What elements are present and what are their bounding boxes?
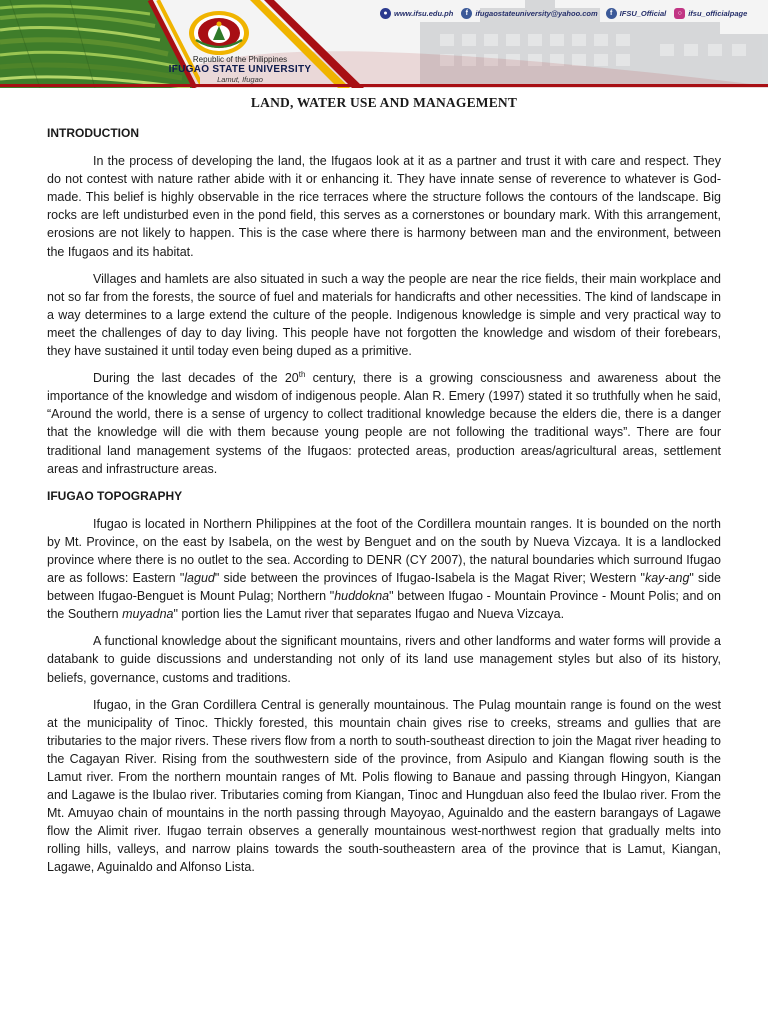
contact-facebook-text: IFSU_Official — [619, 8, 667, 18]
instagram-icon: ○ — [674, 8, 685, 19]
term-huddokna: huddokna — [334, 589, 390, 604]
term-muyadna: muyadna — [122, 607, 174, 622]
paragraph-4-part-c: " side between Ifugao-Benguet is Mount Pulag; Northern " — [47, 571, 721, 604]
document-title: LAND, WATER USE AND MANAGEMENT — [250, 95, 518, 110]
contact-facebook[interactable] — [606, 8, 667, 19]
university-name: IFUGAO STATE UNIVERSITY — [168, 64, 312, 75]
paragraph-3-part-b: century, there is a growing consciousness and awareness about the importance of the knowledge and wisdom of indigenous people. Alan R. Emery (1997) stated it so truthfully when he said, “Around the world, there is a sense of urgency to collect traditional knowledge because the elders die, there is a danger that the knowledge will die with them because young people are not following the traditional ways”. There are four traditional land management systems of the Ifugaos: protected areas, production areas/agricultural areas, settlement areas and infrastructure areas. — [47, 371, 721, 476]
paragraph-4-part-a: Ifugao is located in Northern Philippines at the foot of the Cordillera mountain ranges. It is bounded on the north by Mt. Province, on the east by Isabela, on the west by Benguet and on the south by Nueva Vizcaya. It is a landlocked province where there is no outlet to the sea. According to DENR (CY 2007), the natural boundaries which surround Ifugao are as follows: Eastern " — [47, 516, 721, 586]
header-red-rule — [0, 84, 768, 87]
globe-icon: ● — [380, 8, 391, 19]
republic-label: Republic of the Philippines — [192, 55, 288, 64]
contact-email[interactable] — [461, 8, 597, 19]
paragraph-5: A functional knowledge about the significant mountains, rivers and other landforms and water forms will provide a databank to guide discussions and understanding not only of its land use management styles but also of its history, beliefs, governance, customs and traditions. — [47, 634, 721, 685]
letterhead-banner — [0, 0, 768, 88]
document-body — [47, 124, 721, 886]
contact-instagram-text: ifsu_officialpage — [688, 8, 748, 18]
paragraph-1: In the process of developing the land, the Ifugaos look at it as a partner and trust it with care and respect. They do not contest with nature rather abide with it or enhancing it. They have innate sense of reverence to whatever is God-made. This belief is highly observable in the rice terraces where the structure follows the contours of the landscape. Big rocks are left undisturbed even in the pond field, this serves as a cornerstones or boundary mark. With this arrangement, erosions are not likely to happen. This is the case where there is harmony between man and the environment, between the Ifugaos and its habitat. — [47, 154, 721, 259]
contact-website[interactable] — [380, 8, 453, 19]
paragraph-3-part-a: During the last decades of the 20 — [93, 371, 299, 386]
paragraph-2: Villages and hamlets are also situated in such a way the people are near the rice fields, their main workplace and not so far from the forests, the source of fuel and materials for handicrafts and other necessities. The kind of landscape in a way determines to a large extend the culture of the people. Indigenous knowledge is simple and very practical way to meet the challenges of day to day living. This people have not forgotten the knowledge and wisdom of their forebears, they have sustained it until today even being duped as a primitive. — [47, 271, 721, 359]
facebook-icon: f — [606, 8, 617, 19]
paragraph-4-part-b: " side between the provinces of Ifugao-Isabela is the Magat River; Western " — [214, 571, 645, 586]
term-lagud: lagud — [184, 571, 215, 586]
section-heading-topography: IFUGAO TOPOGRAPHY — [47, 488, 183, 503]
paragraph-6: Ifugao, in the Gran Cordillera Central is generally mountainous. The Pulag mountain range is found on the west at the municipality of Tinoc. Thickly forested, this mountain chain gives rise to creeks, streams and gullies that are tributaries to the major rivers. These rivers flow from a north to south-southeast direction to join the Magat river heading to the Cagayan River. Rising from the southwestern side of the province, from Asipulo and Kiangan flowing south is the Lamut river. From the northern mountain ranges of Mt. Polis flowing to Banaue and passing through Hingyon, Kiangan and Lagawe is the Ibulao river. Tributaries coming from Kiangan, Tinoc and Hungduan also feed the Ibulao river. From the Mt. Amuyao chain of mountains in the north passing through Mayoyao, Aguinaldo and the eastern barangays of Lagawe flow the Alimit river. Ifugao terrain observes a generally mountainous west-northwest region that gradually melts into rolling hills, valleys, and narrow plains towards the south-southeastern area of the province that is Lamut, Kiangan, Lagawe, Aguinaldo and Alfonso Lista. — [47, 697, 721, 875]
contact-email-text: ifugaostateuniversity@yahoo.com — [475, 8, 598, 18]
university-identity — [150, 56, 330, 84]
section-heading-introduction: INTRODUCTION — [47, 126, 139, 140]
paragraph-3 — [47, 369, 721, 478]
contact-website-text: www.ifsu.edu.ph — [394, 8, 454, 18]
term-kay-ang: kay-ang — [644, 571, 690, 586]
paragraph-4-part-d: " between Ifugao - Mountain Province - Mount Polis; and on the Southern — [47, 589, 721, 622]
university-seal-logo — [188, 10, 250, 56]
ordinal-superscript: th — [298, 369, 306, 379]
paragraph-4 — [47, 515, 721, 624]
facebook-icon: f — [461, 8, 472, 19]
contact-instagram[interactable] — [674, 8, 747, 19]
university-location: Lamut, Ifugao — [217, 75, 263, 84]
paragraph-4-part-e: " portion lies the Lamut river that separates Ifugao and Nueva Vizcaya. — [173, 607, 565, 622]
contact-strip — [380, 6, 747, 20]
